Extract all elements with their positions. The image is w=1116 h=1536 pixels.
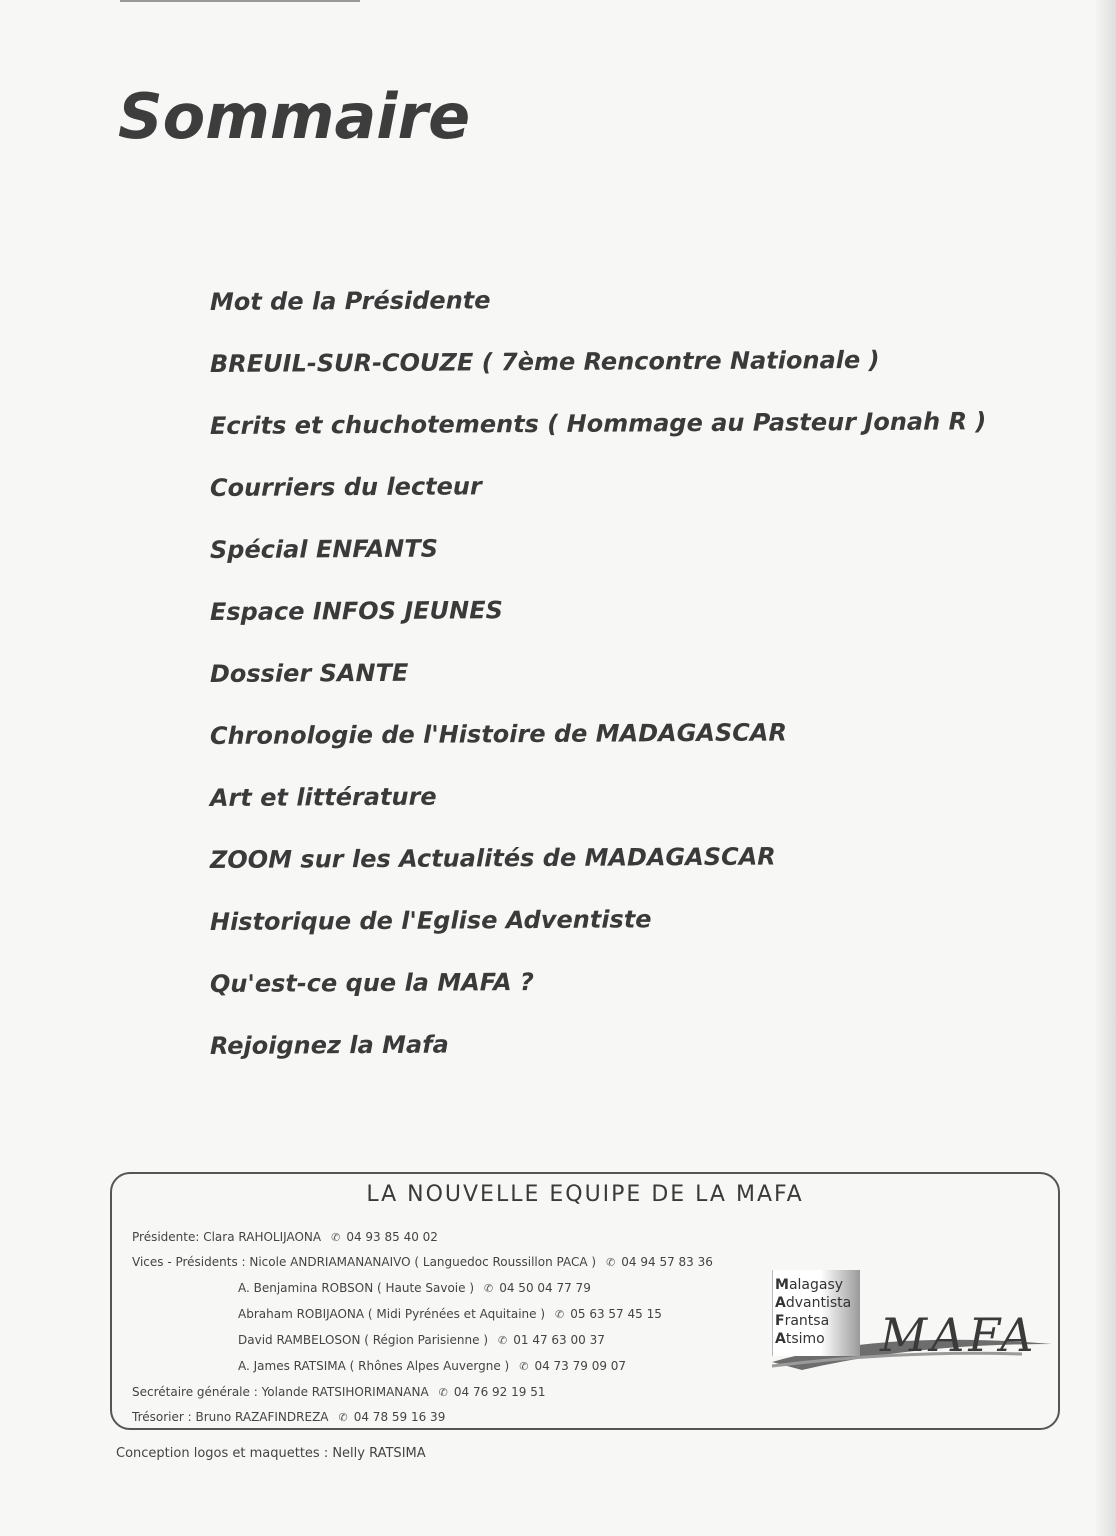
- team-row-vice-president: [238, 1281, 591, 1295]
- team-row-presidente: [132, 1230, 438, 1244]
- design-credit: Conception logos et maquettes : Nelly RATSIMA: [116, 1446, 426, 1461]
- toc-item: Qu'est-ce que la MAFA ?: [209, 968, 534, 998]
- team-row-label: Abraham ROBIJAONA ( Midi Pyrénées et Aquitaine ): [238, 1307, 546, 1321]
- logo-mark: MAFA: [880, 1308, 1038, 1362]
- logo-word: Atsimo: [775, 1331, 825, 1347]
- phone-icon: ✆: [519, 1360, 529, 1373]
- phone-icon: ✆: [498, 1334, 508, 1347]
- phone-icon: ✆: [484, 1282, 494, 1295]
- team-row-vice-president: [238, 1359, 626, 1373]
- team-row-vice-president: [238, 1307, 662, 1321]
- toc-item: Espace INFOS JEUNES: [209, 596, 503, 626]
- team-row-phone: 04 78 59 16 39: [353, 1410, 446, 1424]
- team-row-label: Vices - Présidents : Nicole ANDRIAMANANAIVO ( Languedoc Roussillon PACA ): [132, 1255, 597, 1269]
- team-row-phone: 04 50 04 77 79: [499, 1281, 591, 1295]
- team-row-phone: 04 73 79 09 07: [534, 1359, 627, 1373]
- team-row-phone: 05 63 57 45 15: [570, 1307, 662, 1321]
- team-row-label: David RAMBELOSON ( Région Parisienne ): [238, 1333, 489, 1347]
- phone-icon: ✆: [338, 1411, 348, 1424]
- logo-word: Malagasy: [775, 1277, 844, 1293]
- team-row-secretaire: [132, 1385, 545, 1399]
- team-row-tresorier: [132, 1410, 445, 1424]
- toc-item: Art et littérature: [209, 782, 437, 812]
- team-row-label: Secrétaire générale : Yolande RATSIHORIMANANA: [132, 1385, 429, 1399]
- team-row-phone: 04 93 85 40 02: [346, 1230, 438, 1244]
- toc-item: Courriers du lecteur: [209, 472, 482, 502]
- toc-item: Historique de l'Eglise Adventiste: [209, 905, 652, 936]
- team-row-vice-president: [132, 1255, 713, 1269]
- toc-item: ZOOM sur les Actualités de MADAGASCAR: [209, 842, 776, 874]
- toc-item: Dossier SANTE: [209, 658, 409, 688]
- team-title: LA NOUVELLE EQUIPE DE LA MAFA: [366, 1182, 804, 1207]
- toc-item: Ecrits et chuchotements ( Hommage au Pasteur Jonah R ): [209, 407, 987, 440]
- team-row-label: Présidente: Clara RAHOLIJAONA: [132, 1230, 322, 1244]
- team-row-label: A. Benjamina ROBSON ( Haute Savoie ): [238, 1281, 474, 1295]
- phone-icon: ✆: [555, 1308, 565, 1321]
- team-row-phone: 04 94 57 83 36: [621, 1255, 713, 1269]
- team-row-phone: 04 76 92 19 51: [453, 1385, 546, 1399]
- toc-item: Spécial ENFANTS: [209, 534, 439, 564]
- team-row-label: Trésorier : Bruno RAZAFINDREZA: [132, 1410, 329, 1424]
- team-box: [110, 1172, 1060, 1430]
- logo-word: Frantsa: [775, 1313, 830, 1329]
- team-row-vice-president: [238, 1333, 605, 1347]
- phone-icon: ✆: [606, 1256, 616, 1269]
- mafa-logo: [762, 1270, 1052, 1380]
- toc-item: Mot de la Présidente: [209, 286, 491, 316]
- phone-icon: ✆: [331, 1231, 341, 1244]
- toc-item: BREUIL-SUR-COUZE ( 7ème Rencontre Nationale ): [209, 345, 880, 378]
- logo-words: [772, 1270, 860, 1356]
- team-row-phone: 01 47 63 00 37: [513, 1333, 605, 1347]
- logo-word: Advantista: [775, 1295, 852, 1311]
- page-edge-shadow: [1094, 0, 1116, 1536]
- phone-icon: ✆: [438, 1386, 448, 1399]
- table-of-contents: [210, 282, 986, 1088]
- toc-item: Chronologie de l'Histoire de MADAGASCAR: [209, 718, 787, 750]
- top-rule: [120, 0, 360, 2]
- toc-item: Rejoignez la Mafa: [209, 1030, 449, 1060]
- team-row-label: A. James RATSIMA ( Rhônes Alpes Auvergne ): [238, 1359, 510, 1373]
- page-title: Sommaire: [118, 80, 471, 153]
